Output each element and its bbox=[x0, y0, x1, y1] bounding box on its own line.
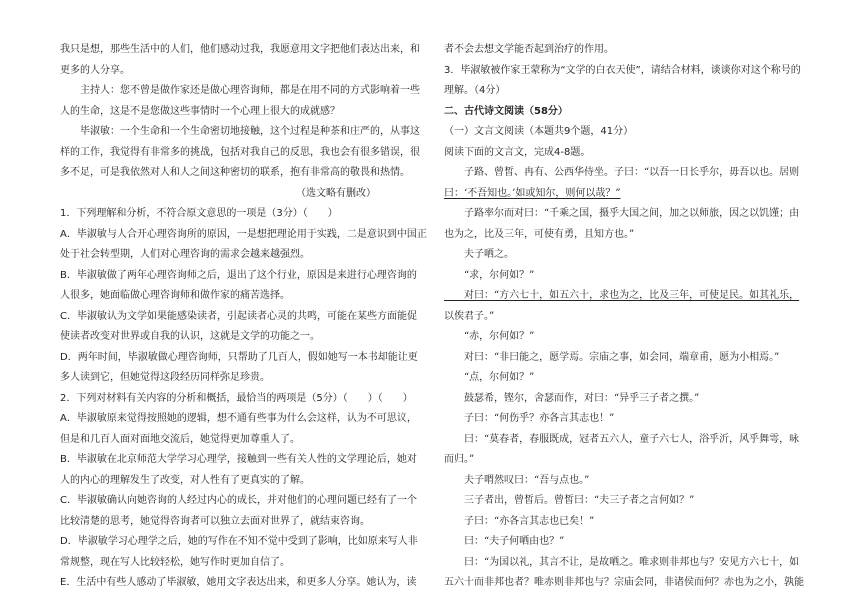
text-line: （一）文言文阅读（本题共9个题，41分） bbox=[444, 126, 634, 137]
text-line: 人的内心的理解发生了改变，对人性有了更真实的了解。 bbox=[60, 474, 310, 486]
text-line: 理解。（4分） bbox=[444, 85, 506, 96]
text-line: 五六十而非邦也者？唯赤则非邦也与？宗庙会同，非诸侯而何？赤也为之小，孰能 bbox=[444, 577, 804, 588]
text-line: 2．下列对材料有关内容的分析和概括，最恰当的两项是（5分）（ ）（ ） bbox=[60, 392, 413, 404]
text-line: D．两年时间，毕淑敏做心理咨询师，只帮助了几百人，假如她写一本书却能让更 bbox=[60, 351, 418, 363]
text-line: 更多的人分享。 bbox=[60, 64, 130, 76]
text-line: 夫子喟然叹曰：“吾与点也。” bbox=[444, 474, 590, 486]
text-line: 比较清楚的思考，她觉得咨询者可以独立去面对世界了，就结束咨询。 bbox=[60, 515, 370, 527]
text-line: 主持人：您不曾是做作家还是做心理咨询师，都是在用不同的方式影响着一些 bbox=[60, 85, 420, 96]
text-line: 以俟君子。” bbox=[444, 310, 495, 322]
text-line: 对曰：“方六七十，如五六十，求也为之，比及三年，可使足民。如其礼乐， bbox=[444, 290, 800, 301]
text-line: “赤，尔何如？” bbox=[444, 331, 535, 342]
text-line: 子曰：“亦各言其志也已矣！” bbox=[444, 515, 595, 527]
text-line: 曰：“为国以礼，其言不让，是故哂之。唯求则非邦也与？安见方六七十，如 bbox=[444, 556, 800, 568]
text-line: （选文略有删改） bbox=[296, 187, 376, 199]
text-line: 子路率尔而对曰：“千乘之国，摄乎大国之间，加之以师旅，因之以饥馑；由 bbox=[444, 208, 800, 219]
section-heading: 二、古代诗文阅读（58分） bbox=[444, 105, 568, 117]
text-line: 常规整，现在写人比较轻松，她写作时更加自信了。 bbox=[60, 556, 290, 568]
text-line: 曰：‘不吾知也。’如或知尔，则何以哉？” bbox=[444, 187, 621, 199]
text-line: B．毕淑敏做了两年心理咨询师之后，退出了这个行业，原因是来进行心理咨询的 bbox=[60, 269, 417, 281]
text-line: 使读者改变对世界或自我的认识，这就是文学的功能之一。 bbox=[60, 331, 320, 342]
text-line: D．毕淑敏学习心理学之后，她的写作在不知不觉中受到了影响，比如原来写人非 bbox=[60, 536, 418, 547]
text-line: 者不会去想文学能否起到治疗的作用。 bbox=[444, 44, 614, 55]
text-line: 夫子哂之。 bbox=[444, 249, 514, 260]
text-line: 多不足，可是我依然对人和人之间这种密切的联系，抱有非常高的敬畏和热情。 bbox=[60, 167, 410, 178]
text-line: A．毕淑敏原来觉得按照她的逻辑，想不通有些事为什么会这样，认为不可思议， bbox=[60, 413, 417, 424]
text-line: 子路、曾皙、冉有、公西华侍坐。子曰：“以吾一日长乎尔，毋吾以也。居则 bbox=[444, 167, 800, 178]
text-line: C．毕淑敏认为文学如果能感染读者，引起读者心灵的共鸣，可能在某些方面能促 bbox=[60, 310, 417, 322]
text-line: C．毕淑敏确认向她咨询的人经过内心的成长，并对他们的心理问题已经有了一个 bbox=[60, 495, 417, 506]
text-line: 3．毕淑敏被作家王蒙称为“文学的白衣天使”，请结合材料，谈谈你对这个称号的 bbox=[444, 64, 801, 76]
text-line: B．毕淑敏在北京师范大学学习心理学，接触到一些有关人性的文学理论后，她对 bbox=[60, 454, 417, 465]
text-line: 对曰：“非曰能之，愿学焉。宗庙之事，如会同，端章甫，愿为小相焉。” bbox=[444, 351, 780, 363]
text-line: 1．下列理解和分析，不符合原文意思的一项是（3分）（ ） bbox=[60, 208, 338, 219]
text-line: 毕淑敏：一个生命和一个生命密切地接触，这个过程是种茶和庄严的，从事这 bbox=[60, 126, 420, 137]
text-line: 而归。” bbox=[444, 454, 475, 465]
text-line: 也为之，比及三年，可使有勇，且知方也。” bbox=[444, 228, 635, 240]
text-line: 曰：“夫子何哂由也？” bbox=[444, 536, 565, 547]
text-line: 三子者出，曾皙后。曾皙曰：“夫三子者之言何如？” bbox=[444, 495, 695, 506]
text-line: E．生活中有些人感动了毕淑敏，她用文字表达出来，和更多人分享。她认为，读 bbox=[60, 577, 417, 588]
text-line: A．毕淑敏与人合开心理咨询所的原因，一是想把理论用于实践，二是意识到中国正 bbox=[60, 228, 427, 240]
text-line: 但是和几百人面对面地交流后，她觉得更加尊重人了。 bbox=[60, 433, 300, 445]
text-line: 阅读下面的文言文，完成4-8题。 bbox=[444, 146, 591, 158]
text-line: 人的生命，这是不是您做这些事情时一个心理上很大的成就感？ bbox=[60, 105, 340, 117]
text-line: “点，尔何如？” bbox=[444, 372, 535, 383]
text-line: 样的工作，我觉得有非常多的挑战，包括对我自己的反思，我也会有很多错误，很 bbox=[60, 146, 420, 158]
text-line: 人很多，她面临做心理咨询师和做作家的痛苦选择。 bbox=[60, 290, 290, 301]
text-line: 鼓瑟希，铿尔，舍瑟而作，对曰：“异乎三子者之撰。” bbox=[444, 392, 700, 404]
text-line: 曰：“莫春者，春服既成，冠者五六人，童子六七人，浴乎沂，风乎舞雩，咏 bbox=[444, 433, 800, 445]
text-line: “求，尔何如？” bbox=[444, 269, 535, 281]
text-line: 多人读到它，但她觉得这段经历同样弥足珍贵。 bbox=[60, 372, 270, 383]
text-line: 我只是想，那些生活中的人们，他们感动过我，我愿意用文字把他们表达出来，和 bbox=[60, 44, 420, 55]
text-line: 子曰：“何伤乎？亦各言其志也！” bbox=[444, 413, 615, 424]
text-line: 处于社会转型期，人们对心理咨询的需求会越来越强烈。 bbox=[60, 249, 310, 260]
